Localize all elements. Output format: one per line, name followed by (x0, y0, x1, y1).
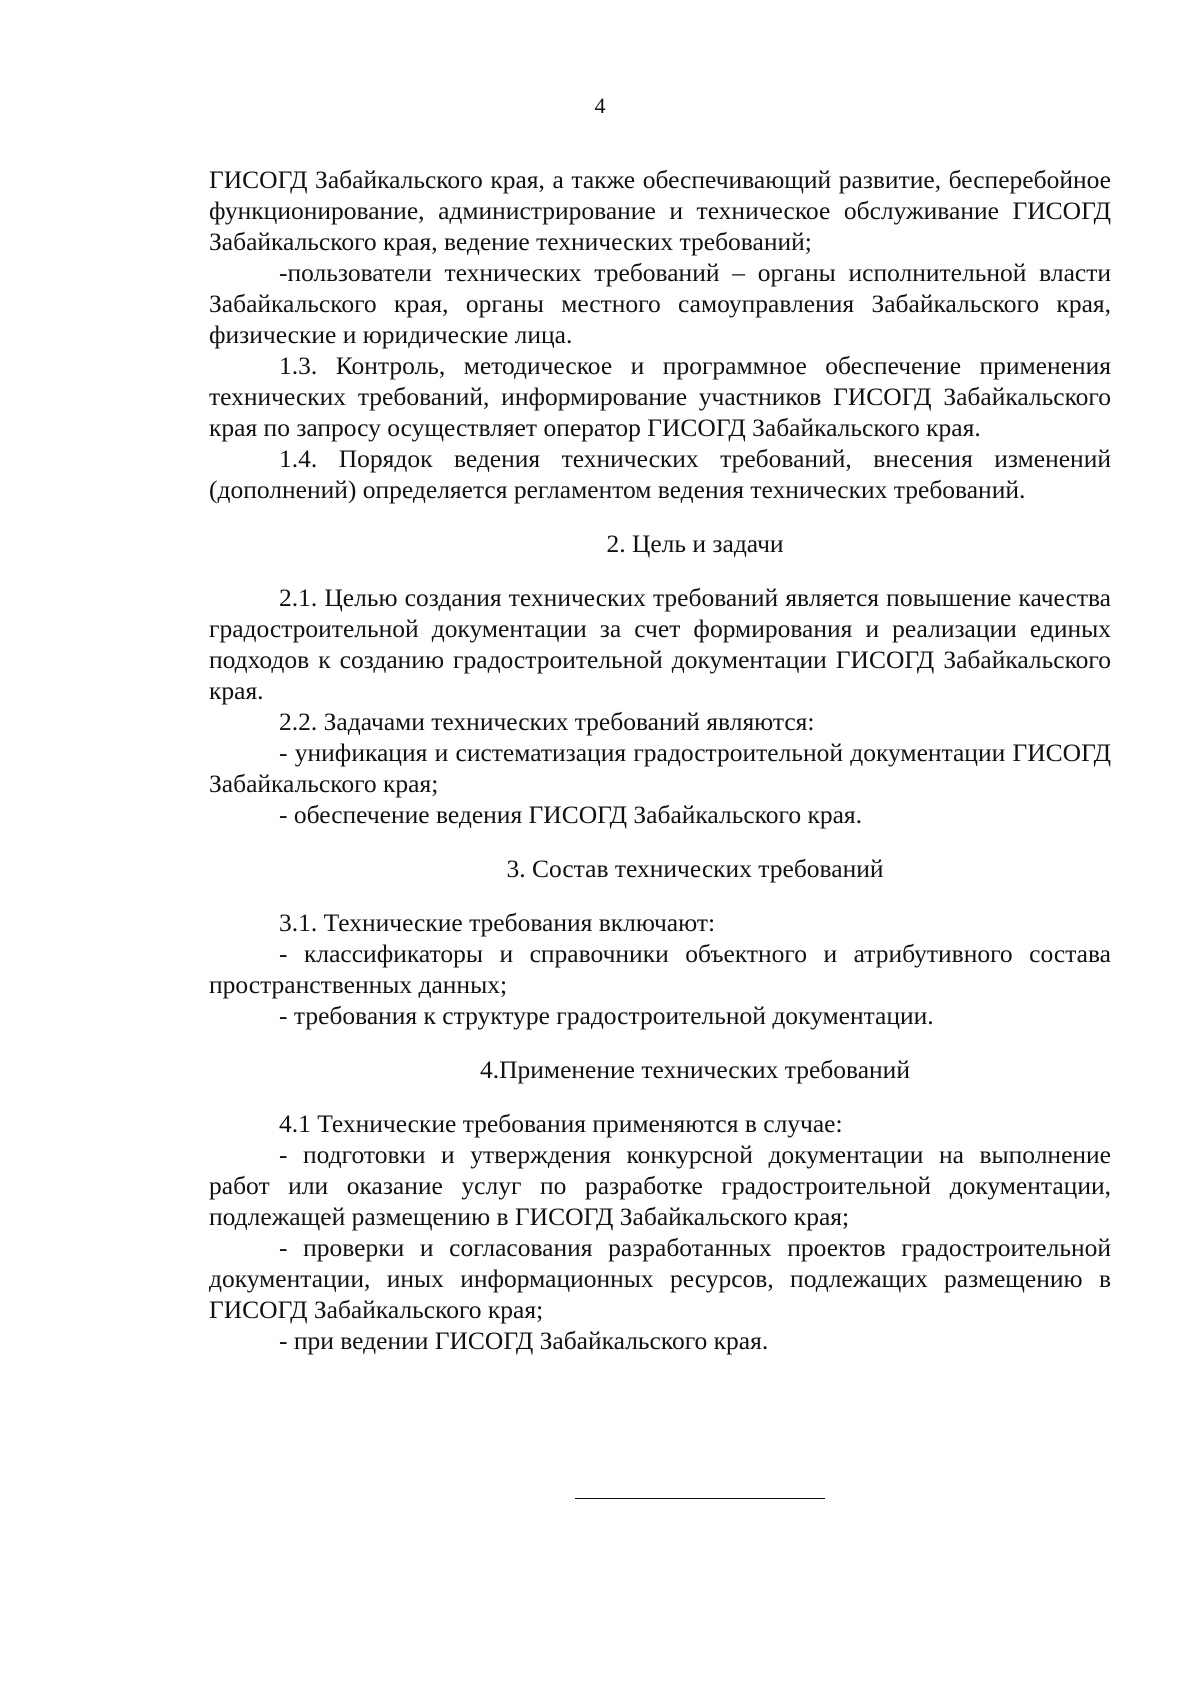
paragraph-4-1: 4.1 Технические требования применяются в случае: (279, 1109, 843, 1138)
list-item-unification: - унификация и систематизация градостроительной документации ГИСОГД Забайкальского края; (209, 738, 1111, 798)
paragraph-1-4: 1.4. Порядок ведения технических требований, внесения изменений (дополнений) определяется регламентом ведения технических требований. (209, 444, 1111, 504)
paragraph-3-1: 3.1. Технические требования включают: (279, 908, 716, 937)
document-body (209, 164, 1111, 1356)
paragraph-2-2: 2.2. Задачами технических требований являются: (279, 707, 815, 736)
section-heading-4: 4.Применение технических требований (480, 1055, 910, 1084)
list-item-maintenance-gisogd: - при ведении ГИСОГД Забайкальского края. (279, 1326, 769, 1355)
list-item-verification: - проверки и согласования разработанных проектов градостроительной документации, иных информационных ресурсов, подлежащих размещению в ГИСОГД Забайкальского края; (209, 1233, 1111, 1324)
paragraph-continuation: ГИСОГД Забайкальского края, а также обеспечивающий развитие, бесперебойное функционирование, администрирование и техническое обслуживание ГИСОГД Забайкальского края, ведение технических требований; (209, 165, 1111, 256)
paragraph-1-3: 1.3. Контроль, методическое и программное обеспечение применения технических требований, информирование участников ГИСОГД Забайкальского края по запросу осуществляет оператор ГИСОГД Забайкальского края. (209, 351, 1111, 442)
list-item-preparation: - подготовки и утверждения конкурсной документации на выполнение работ или оказание услуг по разработке градостроительной документации, подлежащей размещению в ГИСОГД Забайкальского края; (209, 1140, 1111, 1231)
section-heading-2: 2. Цель и задачи (606, 529, 784, 558)
page-number: 4 (594, 93, 606, 118)
section-heading-3: 3. Состав технических требований (506, 854, 884, 883)
paragraph-2-1: 2.1. Целью создания технических требований является повышение качества градостроительной документации за счет формирования и реализации единых подходов к созданию градостроительной документации ГИСОГД Забайкальского края. (209, 583, 1111, 705)
list-item-classifiers: - классификаторы и справочники объектного и атрибутивного состава пространственных данных; (209, 939, 1111, 999)
list-item-maintenance: - обеспечение ведения ГИСОГД Забайкальского края. (279, 800, 863, 829)
paragraph-users: -пользователи технических требований – органы исполнительной власти Забайкальского края, органы местного самоуправления Забайкальского края, физические и юридические лица. (209, 258, 1111, 349)
list-item-structure: - требования к структуре градостроительной документации. (279, 1001, 934, 1030)
end-divider-line (575, 1498, 825, 1499)
